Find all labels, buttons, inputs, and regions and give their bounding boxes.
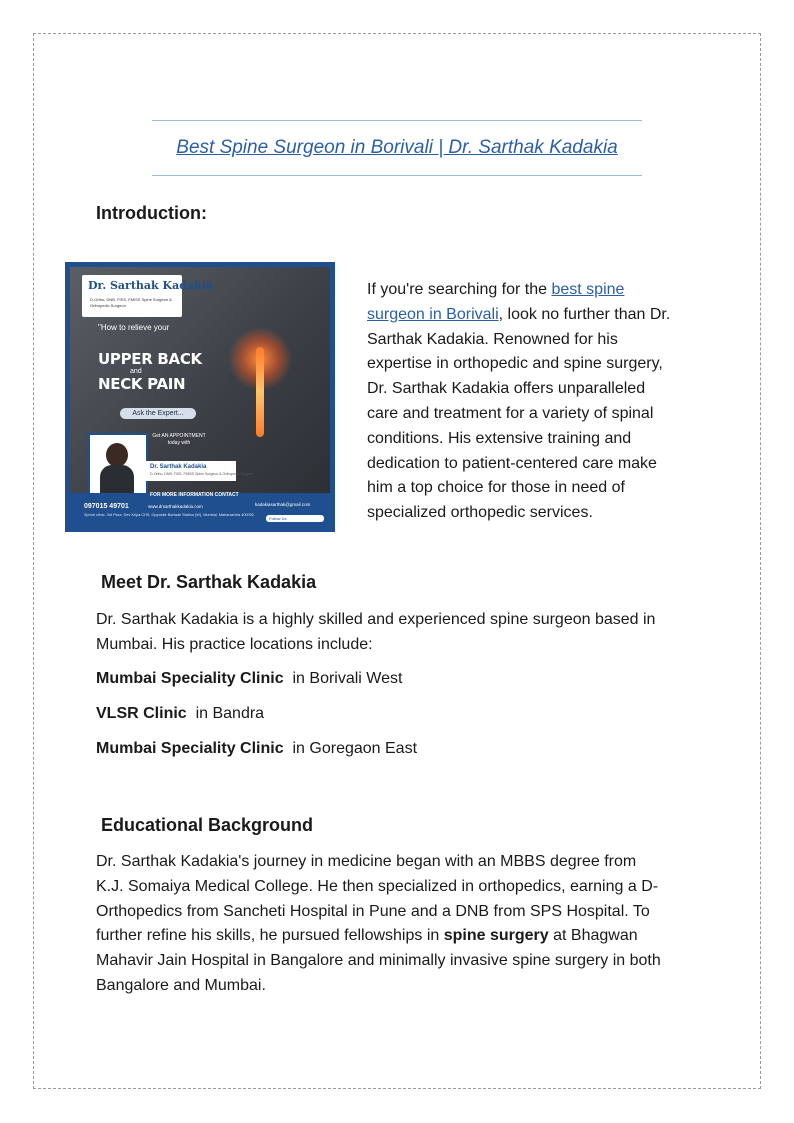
intro-heading: Introduction: (96, 203, 207, 223)
poster-logo-sub: D-Ortho, DNB, FISS, FMISS Spine Surgeon & Orthopedic Surgeon (90, 297, 172, 308)
spine-surgery-bold: spine surgery (443, 927, 549, 945)
poster-ask-badge: Ask the Expert... (120, 408, 196, 419)
poster-phone: 097015 49701 (84, 503, 129, 510)
poster-more-info: FOR MORE INFORMATION CONTACT (150, 492, 239, 498)
location-place-1: in Borivali West (292, 670, 403, 687)
poster-headline-1: UPPER BACK (98, 350, 202, 368)
poster-figure (198, 277, 330, 477)
location-name-2: VLSR Clinic (96, 705, 187, 722)
edu-line-5: Mahavir Jain Hospital in Bangalore and minimally invasive spine surgery in both (96, 952, 661, 970)
doctor-body (100, 465, 134, 495)
location-place-2: in Bandra (195, 705, 265, 722)
poster-doctor-sub: D-Ortho, DNB, FISS, FMISS Spine Surgeon & Orthopedic Surgeon (150, 472, 254, 476)
intro-line-7: conditions. His extensive training and (367, 429, 632, 447)
poster-logo (82, 275, 213, 317)
intro-line-8: dedication to patient-centered care make (367, 454, 657, 472)
meet-paragraph (96, 608, 716, 658)
intro-line-1: If you're searching for the best spine (367, 281, 625, 298)
education-heading: Educational Background (101, 815, 314, 835)
page-title-link[interactable]: Best Spine Surgeon in Borivali | Dr. Sarthak Kadakia (176, 137, 618, 158)
best-spine-link-2[interactable]: surgeon in Borivali (367, 305, 499, 323)
poster-logo-name: Dr. Sarthak Kadakia (88, 279, 213, 292)
poster-headline-2: NECK PAIN (98, 375, 186, 393)
poster-doctor-name: Dr. Sarthak Kadakia (150, 464, 207, 470)
poster-canvas (70, 267, 330, 527)
poster-headline (98, 351, 202, 393)
poster-appointment-text: Get AN APPOINTMENT today with (152, 433, 206, 446)
location-item-3 (96, 740, 417, 758)
poster-image (65, 262, 335, 532)
meet-heading: Meet Dr. Sarthak Kadakia (101, 572, 317, 592)
location-place-3: in Goregaon East (292, 740, 418, 757)
intro-line-4: expertise in orthopedic and spine surgery, (367, 355, 663, 373)
location-item-2 (96, 705, 264, 723)
education-paragraph (96, 850, 736, 999)
intro-paragraph (367, 278, 707, 526)
poster-doctor-namebox (144, 461, 254, 481)
poster-and: and (130, 368, 142, 375)
edu-line-2: K.J. Somaiya Medical College. He then specialized in orthopedics, earning a D- (96, 877, 659, 895)
poster-doctor-photo (88, 433, 148, 501)
intro-line-6: care and treatment for a variety of spinal (367, 404, 654, 422)
intro-line-2: surgeon in Borivali, look no further than Dr. (367, 305, 671, 323)
intro-line-9: him a top choice for those in need of (367, 479, 625, 497)
intro-line-10: specialized orthopedic services. (367, 504, 593, 522)
edu-line-6: Bangalore and Mumbai. (96, 976, 266, 994)
location-item-1 (96, 670, 402, 688)
meet-line-2: Mumbai. His practice locations include: (96, 635, 373, 653)
edu-line-3: Orthopedics from Sancheti Hospital in Pune and a DNB from SPS Hospital. To (96, 902, 650, 920)
poster-website: www.drsarthakkadakia.com (148, 504, 203, 509)
best-spine-link-1[interactable]: best spine (551, 281, 625, 298)
poster-follow (266, 515, 324, 522)
location-name-1: Mumbai Speciality Clinic (96, 670, 284, 687)
intro-line-3: Sarthak Kadakia. Renowned for his (367, 330, 618, 348)
doctor-head (106, 443, 128, 467)
title-box (152, 120, 642, 176)
poster-how-text: "How to relieve your (98, 323, 170, 332)
edu-line-4: further refine his skills, he pursued fellowships in spine surgery at Bhagwan (96, 927, 638, 945)
intro-line-5: Dr. Sarthak Kadakia offers unparalleled (367, 380, 646, 398)
poster-email: kadakiasarthak@gmail.com (255, 502, 311, 507)
poster-address: Sprine clinic, 3rd Floor, Dev Kripa CHS, Opposite Boriwali Station (W), Mumbai, Maharashtra 400092 (84, 513, 254, 517)
edu-line-1: Dr. Sarthak Kadakia's journey in medicine began with an MBBS degree from (96, 853, 637, 870)
meet-line-1: Dr. Sarthak Kadakia is a highly skilled and experienced spine surgeon based in (96, 611, 656, 628)
location-name-3: Mumbai Speciality Clinic (96, 740, 284, 757)
poster-follow-label: Follow Us (269, 516, 287, 521)
poster-spine-graphic (256, 347, 264, 437)
